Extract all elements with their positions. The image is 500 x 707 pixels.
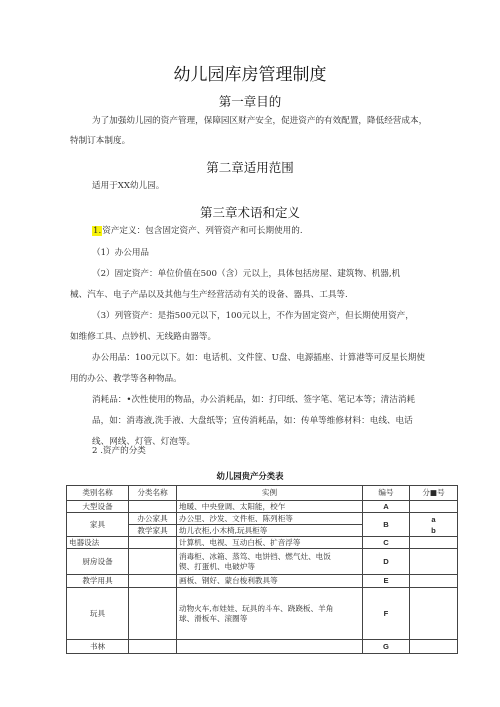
- example-line-2: 锲、打蛋机、电破炉等: [179, 561, 255, 571]
- cell-subcategory: [129, 537, 177, 549]
- cell-subcode: [410, 640, 458, 654]
- cell-example: 画板、钢好、蒙台梭利教具等: [177, 575, 363, 588]
- cell-subcategory: [129, 640, 177, 654]
- cell-subcode: [410, 501, 458, 513]
- cell-example: 幼儿衣柜,小木椅,玩具柜等: [177, 525, 363, 537]
- chapter-1-heading: 第一章目的: [218, 94, 282, 109]
- chapter-2-line: 适用于XX幼儿园。: [92, 181, 165, 191]
- document-title: 幼儿园库房管理制度: [173, 65, 327, 85]
- definition-marker: 1.: [93, 226, 102, 236]
- table-row: [67, 537, 458, 549]
- cell-subcode: [410, 588, 458, 640]
- table-row: [67, 549, 458, 575]
- chapter-1-line-2: 特制订本制度。: [70, 136, 131, 146]
- definition-text: 资产定义：包含固定资产、列管资产和可长期使用的.: [102, 226, 303, 236]
- chapter-3-heading: 第三章术语和定义: [199, 205, 300, 220]
- cell-example: [177, 549, 363, 575]
- header-example: 实例: [177, 486, 363, 501]
- cell-subcategory: 办公家具: [129, 513, 177, 525]
- cell-code: E: [363, 575, 410, 588]
- cell-category: 玩具: [67, 588, 129, 640]
- header-code: 编号: [363, 486, 410, 501]
- example-line-2: 球、滑板车、滚圈等: [179, 613, 248, 623]
- chapter-1-line-1: 为了加强幼儿园的资产管理，保障园区财产安全，促进资产的有效配置，降低经营成本，: [92, 116, 428, 126]
- cell-example: [177, 588, 363, 640]
- cell-subcode: [410, 575, 458, 588]
- item-2-line-1: （2）固定资产：单位价值在500（含）元以上，具体包括房屋、建筑物、机器,机: [92, 269, 401, 279]
- cell-subcategory: [129, 549, 177, 575]
- item-3-line-1: （3）列管资产：是指500元以下，100元以上，不作为固定资产，但长期使用资产，: [92, 311, 414, 321]
- cell-category: 书林: [67, 640, 129, 654]
- asset-classification-table: [66, 485, 458, 654]
- table-row: [67, 513, 458, 525]
- table-row: [67, 640, 458, 654]
- definition-line: [92, 226, 303, 237]
- example-line-1: 动物火车,布娃娃、玩具的斗车、跷跷板、羊角: [179, 603, 334, 613]
- header-category: 类别名称: [67, 486, 129, 501]
- cell-code: C: [363, 537, 410, 549]
- cell-category: 厨房设备: [67, 549, 129, 575]
- cell-code: A: [363, 501, 410, 513]
- item-2-line-2: 械、汽车、电子产品以及其他与生产经营活动有关的设备、器具、工具等.: [70, 290, 348, 300]
- cell-code: F: [363, 588, 410, 640]
- cell-code: D: [363, 549, 410, 575]
- cell-code: B: [363, 513, 410, 537]
- cell-example: 办公里、沙发、文件柜、陈列柜等: [177, 513, 363, 525]
- subcode-a: a: [431, 514, 436, 524]
- cell-subcategory: [129, 588, 177, 640]
- cell-subcategory: [129, 501, 177, 513]
- office-supplies-line-2: 用的办公、教学等各种物品。: [70, 374, 182, 384]
- table-row: [67, 575, 458, 588]
- table-row: [67, 588, 458, 640]
- table-caption: 幼儿园贵产分类表: [216, 471, 284, 481]
- cell-example: 计算机、电视、互动白板、扩音浮等: [177, 537, 363, 549]
- consumables-line-1: 消耗品：•次性使用的物品，办公消耗品，如：打印纸、签字笔、笔记本等；清洁消耗: [92, 395, 416, 405]
- cell-category: 大型设备: [67, 501, 129, 513]
- cell-subcategory: 教学家具: [129, 525, 177, 537]
- item-1-office: （1）办公用品: [92, 248, 150, 258]
- cell-category: 电器设法: [67, 537, 129, 549]
- cell-category: 家具: [67, 513, 129, 537]
- office-supplies-line-1: 办公用品：100元以下。如：电话机、文件筐、U盘、电源插座、计算港等可反星长期使: [92, 353, 426, 363]
- consumables-line-3: 线、网线、灯管、灯泡等。: [92, 437, 196, 447]
- cell-subcode: [410, 537, 458, 549]
- asset-classification-heading: 2 .资产的分类: [92, 446, 146, 456]
- header-subcode: 分■号: [410, 486, 458, 501]
- cell-code: G: [363, 640, 410, 654]
- cell-subcode: [410, 513, 458, 537]
- example-line-1: 消毒柜、冰箱、蒸笃、电饼铛、燃气灶、电饭: [179, 551, 331, 561]
- table-row: [67, 501, 458, 513]
- chapter-2-heading: 第二章适用范围: [206, 160, 294, 175]
- consumables-line-2: 品，如：消毒液,洗手液、大盘纸等；宣传消耗品，如：传单等维修材料：电线、电话: [92, 416, 413, 426]
- cell-category: 教学用具: [67, 575, 129, 588]
- cell-subcategory: [129, 575, 177, 588]
- subcode-b: b: [431, 525, 436, 535]
- cell-subcode: [410, 549, 458, 575]
- cell-example: 地暖、中央登调、太阳能，校乍: [177, 501, 363, 513]
- cell-example: [177, 640, 363, 654]
- item-3-line-2: 如维修工具、点钞机、无线路由器等。: [70, 332, 217, 342]
- header-subcategory: 分类名称: [129, 486, 177, 501]
- table-header-row: [67, 486, 458, 501]
